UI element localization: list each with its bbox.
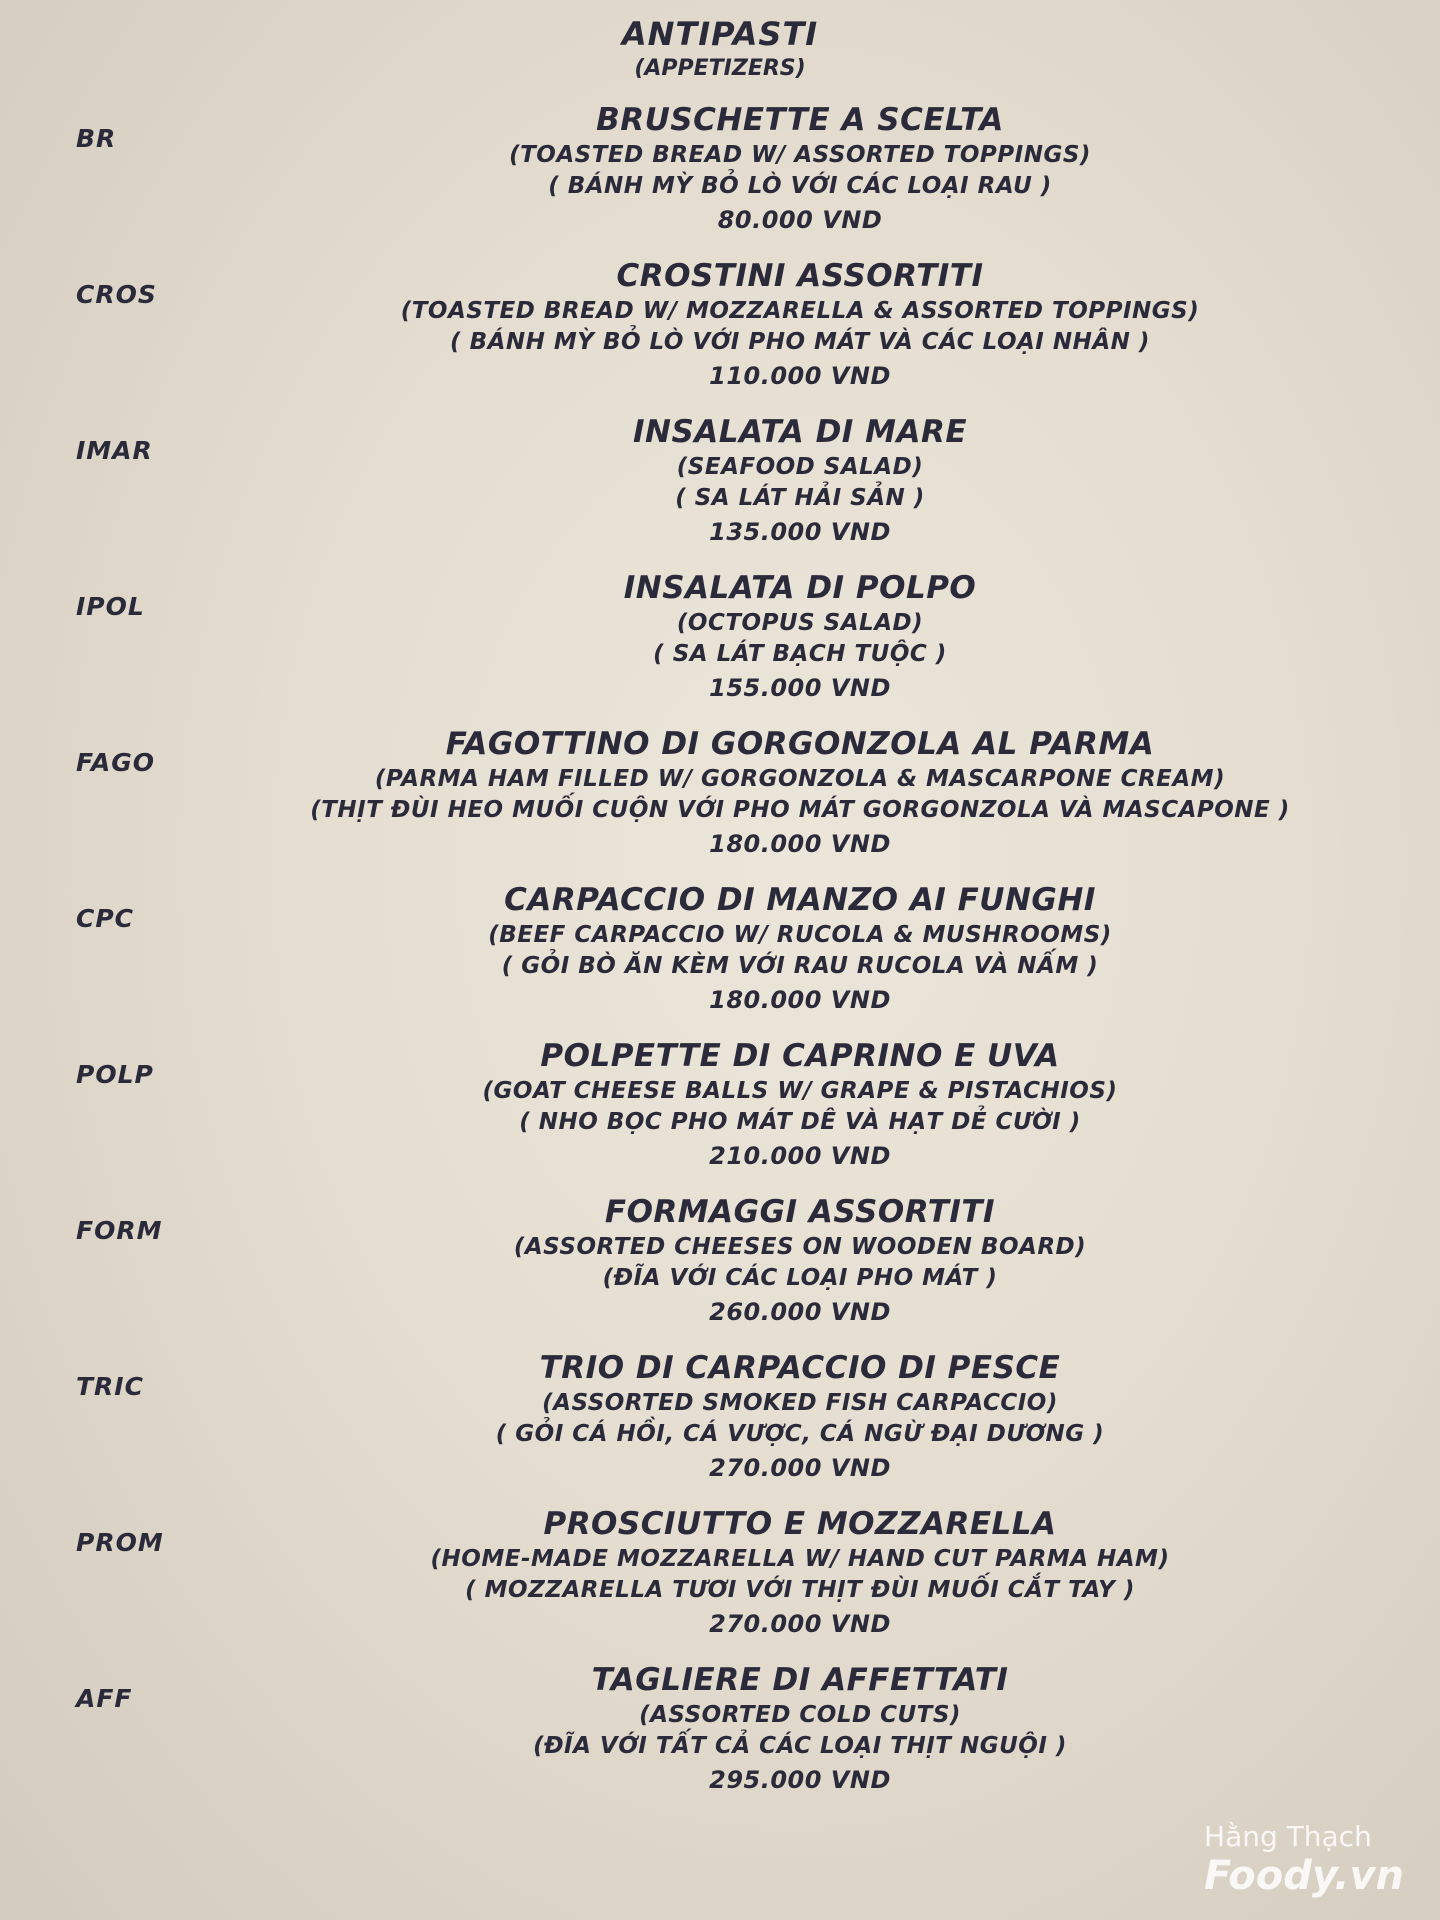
item-description-en: (ASSORTED COLD CUTS) — [639, 1702, 961, 1728]
item-code: CROS — [76, 280, 157, 309]
item-description-en: (TOASTED BREAD W/ ASSORTED TOPPINGS) — [509, 142, 1091, 168]
item-description-en: (PARMA HAM FILLED W/ GORGONZOLA & MASCARPONE CREAM) — [374, 766, 1226, 792]
watermark — [1204, 1820, 1404, 1898]
item-price: 110.000 VND — [709, 362, 891, 390]
item-name: BRUSCHETTE A SCELTA — [596, 102, 1004, 138]
item-code: IPOL — [76, 592, 145, 621]
item-code: CPC — [76, 904, 135, 933]
item-description-en: (ASSORTED CHEESES ON WOODEN BOARD) — [513, 1234, 1087, 1260]
item-description-vi: ( BÁNH MỲ BỎ LÒ VỚI CÁC LOẠI RAU ) — [548, 173, 1052, 199]
item-description-vi: ( NHO BỌC PHO MÁT DÊ VÀ HẠT DẺ CƯỜI ) — [519, 1109, 1081, 1135]
item-description-vi: ( GỎI BÒ ĂN KÈM VỚI RAU RUCOLA VÀ NẤM ) — [501, 953, 1099, 979]
item-price: 80.000 VND — [717, 206, 883, 234]
section-subtitle: (APPETIZERS) — [634, 56, 806, 81]
item-description-vi: ( BÁNH MỲ BỎ LÒ VỚI PHO MÁT VÀ CÁC LOẠI NHÂN ) — [450, 329, 1150, 355]
item-price: 295.000 VND — [709, 1766, 891, 1794]
item-price: 270.000 VND — [709, 1454, 891, 1482]
item-code: AFF — [76, 1684, 133, 1713]
item-description-vi: (THỊT ĐÙI HEO MUỐI CUỘN VỚI PHO MÁT GORGONZOLA VÀ MASCAPONE ) — [310, 797, 1290, 823]
menu-item — [0, 1192, 1440, 1348]
menu-item — [0, 100, 1440, 256]
item-code: FORM — [76, 1216, 163, 1245]
item-price: 210.000 VND — [709, 1142, 891, 1170]
menu-item — [0, 1348, 1440, 1504]
watermark-author: Hằng Thạch — [1204, 1820, 1372, 1853]
item-description-vi: ( MOZZARELLA TƯƠI VỚI THỊT ĐÙI MUỐI CẮT TAY ) — [465, 1577, 1135, 1603]
menu-item — [0, 1036, 1440, 1192]
item-description-vi: ( GỎI CÁ HỒI, CÁ VƯỢC, CÁ NGỪ ĐẠI DƯƠNG ) — [495, 1421, 1105, 1447]
menu-item — [0, 412, 1440, 568]
item-code: IMAR — [76, 436, 153, 465]
item-name: FAGOTTINO DI GORGONZOLA AL PARMA — [445, 726, 1155, 762]
menu-heading — [0, 14, 1440, 84]
menu-item — [0, 568, 1440, 724]
item-name: INSALATA DI MARE — [632, 414, 968, 450]
item-description-vi: ( SA LÁT HẢI SẢN ) — [675, 485, 925, 511]
menu-item — [0, 1504, 1440, 1660]
item-code: FAGO — [76, 748, 155, 777]
item-description-en: (SEAFOOD SALAD) — [676, 454, 924, 480]
item-description-vi: (ĐĨA VỚI TẤT CẢ CÁC LOẠI THỊT NGUỘI ) — [533, 1733, 1067, 1759]
menu-item — [0, 1660, 1440, 1816]
item-name: CARPACCIO DI MANZO AI FUNGHI — [504, 882, 1096, 918]
item-code: TRIC — [76, 1372, 144, 1401]
item-name: INSALATA DI POLPO — [623, 570, 977, 606]
item-description-en: (OCTOPUS SALAD) — [676, 610, 924, 636]
item-price: 270.000 VND — [709, 1610, 891, 1638]
item-description-vi: ( SA LÁT BẠCH TUỘC ) — [653, 641, 947, 667]
item-code: BR — [76, 124, 117, 153]
item-price: 155.000 VND — [709, 674, 891, 702]
item-code: PROM — [76, 1528, 164, 1557]
item-name: POLPETTE DI CAPRINO E UVA — [540, 1038, 1060, 1074]
item-price: 135.000 VND — [709, 518, 891, 546]
item-name: PROSCIUTTO E MOZZARELLA — [543, 1506, 1057, 1542]
item-price: 260.000 VND — [709, 1298, 891, 1326]
item-code: POLP — [76, 1060, 154, 1089]
item-name: FORMAGGI ASSORTITI — [604, 1194, 996, 1230]
item-description-vi: (ĐĨA VỚI CÁC LOẠI PHO MÁT ) — [602, 1265, 998, 1291]
menu-items — [0, 100, 1440, 1816]
section-title: ANTIPASTI — [621, 15, 819, 53]
item-price: 180.000 VND — [709, 986, 891, 1014]
item-name: TRIO DI CARPACCIO DI PESCE — [539, 1350, 1061, 1386]
menu-item — [0, 724, 1440, 880]
item-price: 180.000 VND — [709, 830, 891, 858]
item-description-en: (GOAT CHEESE BALLS W/ GRAPE & PISTACHIOS) — [482, 1078, 1118, 1104]
item-name: TAGLIERE DI AFFETTATI — [591, 1662, 1009, 1698]
item-description-en: (ASSORTED SMOKED FISH CARPACCIO) — [542, 1390, 1058, 1416]
menu-item — [0, 256, 1440, 412]
item-description-en: (TOASTED BREAD W/ MOZZARELLA & ASSORTED TOPPINGS) — [400, 298, 1200, 324]
menu-item — [0, 880, 1440, 1036]
item-description-en: (BEEF CARPACCIO W/ RUCOLA & MUSHROOMS) — [488, 922, 1112, 948]
item-name: CROSTINI ASSORTITI — [616, 258, 984, 294]
foody-logo: Foody.vn — [1204, 1853, 1404, 1899]
item-description-en: (HOME-MADE MOZZARELLA W/ HAND CUT PARMA HAM) — [430, 1546, 1170, 1572]
